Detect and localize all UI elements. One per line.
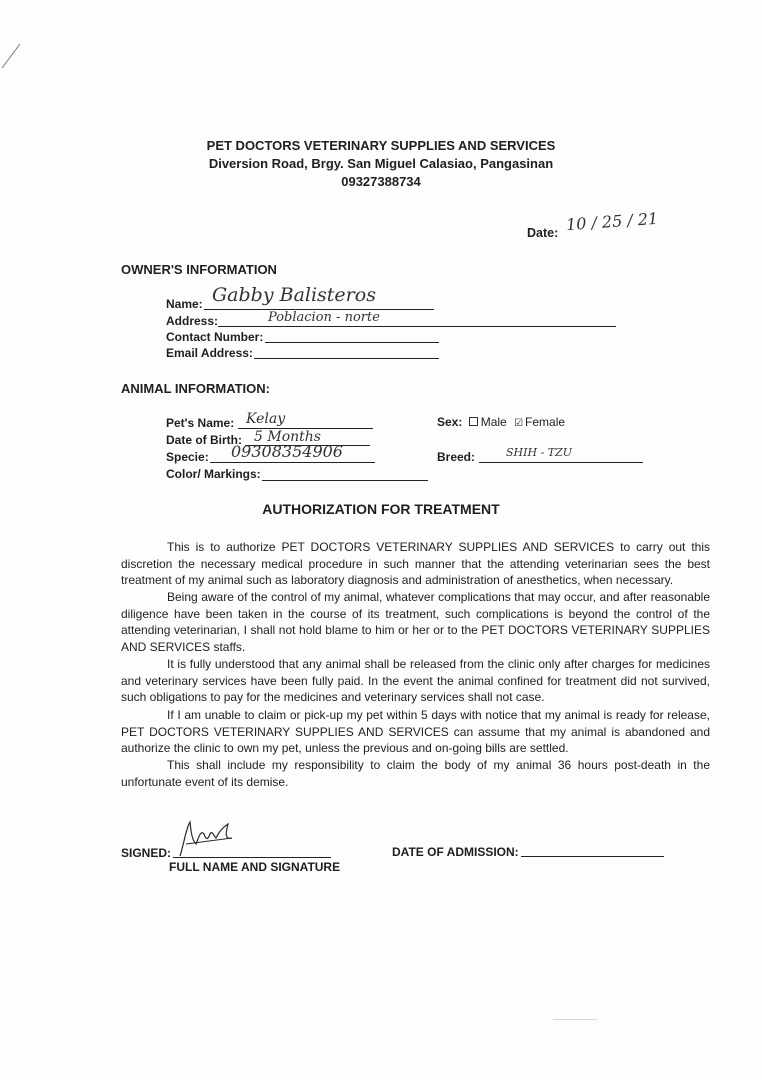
owner-name-label: Name: (166, 297, 203, 311)
specie-label: Specie: (166, 450, 209, 464)
authorization-paragraph: This shall include my responsibility to claim the body of my animal 36 hours post-death in the unfortunate event of its demise. (121, 758, 710, 789)
contact-number-line (265, 327, 439, 343)
pet-name-label: Pet's Name: (166, 416, 235, 430)
authorization-paragraph: Being aware of the control of my animal, whatever complications that may occur, and after reasonable diligence have been taken in the course of its treatment, such complications is beyond the control of the attending veterinarian, I shall not hold blame to him or her or to the PET DOCTORS VETERINARY SUPPLIES AND SERVICES staffs. (121, 590, 710, 655)
signature-scribble (176, 818, 238, 860)
contact-number-label: Contact Number: (166, 330, 264, 344)
male-option-label: Male (480, 415, 507, 429)
pet-name-value: Kelay (246, 411, 286, 427)
sex-label: Sex: (437, 415, 463, 429)
female-checkbox-checked[interactable]: ☑ (514, 418, 524, 429)
breed-value: SHIH - TZU (506, 446, 573, 459)
date-label: Date: (527, 226, 559, 240)
animal-section-title: ANIMAL INFORMATION: (121, 381, 270, 396)
email-address-label: Email Address: (166, 346, 253, 360)
date-value: 10 / 25 / 21 (565, 208, 659, 235)
male-checkbox[interactable] (469, 417, 478, 426)
authorization-paragraph: If I am unable to claim or pick-up my pet within 5 days with notice that my animal is ready for release, PET DOCTORS VETERINARY SUPPLIES AND SERVICES can assume that my animal is abandoned and authorize the clinic to own my pet, unless the previous and on-going bills are settled. (121, 708, 710, 756)
dob-value: 5 Months (254, 429, 321, 445)
authorization-title: AUTHORIZATION FOR TREATMENT (262, 501, 500, 517)
sex-field (437, 415, 565, 429)
authorization-paragraph: This is to authorize PET DOCTORS VETERINARY SUPPLIES AND SERVICES to carry out this discretion the necessary medical procedure in such manner that the attending veterinarian sees the best treatment of my animal such as laboratory diagnosis and administration of anesthetics, when necessary. (121, 540, 710, 588)
dob-label: Date of Birth: (166, 433, 242, 447)
color-markings-label: Color/ Markings: (166, 467, 261, 481)
breed-label: Breed: (437, 450, 476, 464)
female-option-label: Female (525, 415, 566, 429)
owner-name-value: Gabby Balisteros (212, 284, 376, 306)
color-markings-line (262, 465, 428, 481)
authorization-paragraph: It is fully understood that any animal shall be released from the clinic only after charges for medicines and veterinary services have been fully paid. In the event the animal confined for treatment did not survived, such obligations to pay for the medicines and veterinary services shall not case. (121, 657, 710, 705)
business-address: Diversion Road, Brgy. San Miguel Calasiao, Pangasinan (208, 156, 554, 171)
specie-value: 09308354906 (231, 442, 343, 461)
owner-section-title: OWNER'S INFORMATION (121, 262, 277, 277)
owner-address-label: Address: (166, 314, 219, 328)
business-phone: 09327388734 (341, 174, 421, 189)
date-of-admission-line (521, 841, 664, 857)
scan-mark (0, 40, 24, 70)
signature-caption: FULL NAME AND SIGNATURE (169, 860, 341, 874)
scan-artifact (553, 1019, 597, 1020)
business-name: PET DOCTORS VETERINARY SUPPLIES AND SERVICES (206, 138, 556, 153)
date-of-admission-label: DATE OF ADMISSION: (392, 845, 519, 859)
signed-label: SIGNED: (121, 846, 172, 860)
email-address-line (254, 343, 439, 359)
owner-address-value: Poblacion - norte (268, 310, 380, 325)
